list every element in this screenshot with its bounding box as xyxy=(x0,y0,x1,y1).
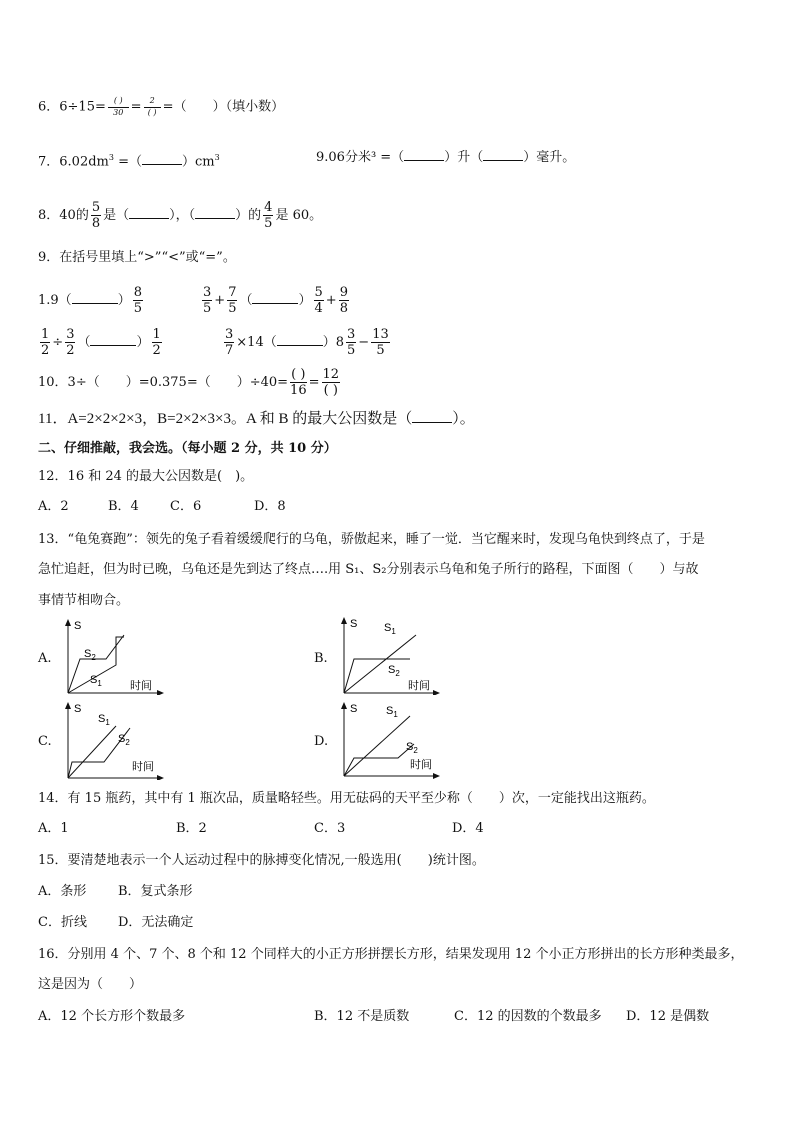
option-b[interactable]: B．12 不是质数 xyxy=(314,1009,410,1024)
tortoise-line-s1 xyxy=(344,635,416,693)
option-d[interactable]: D．4 xyxy=(452,821,484,836)
question-14-stem: 14．有 15 瓶药，其中有 1 瓶次品，质量略轻些。用无砝码的天平至少称（ ）次，一定能找出这瓶药。 xyxy=(38,791,655,806)
question-16-line-2: 这是因为（ ） xyxy=(38,977,143,992)
x-axis-arrow xyxy=(157,775,164,780)
graph-label-a: A. xyxy=(38,651,52,666)
answer-blank[interactable] xyxy=(72,303,118,304)
axis-y-label: S xyxy=(350,618,358,630)
y-axis-arrow xyxy=(65,702,71,709)
s1-label: $S_1$ xyxy=(386,705,398,719)
question-12-stem: 12．16 和 24 的最大公因数是( )。 xyxy=(38,469,254,484)
answer-blank[interactable] xyxy=(252,303,298,304)
s2-label: $S_2$ xyxy=(388,664,400,678)
option-a[interactable]: A．1 xyxy=(38,821,69,836)
option-a[interactable]: A．条形 xyxy=(38,884,87,899)
fraction: $\frac{3}{7}$ xyxy=(225,327,234,358)
x-axis-arrow xyxy=(157,690,164,695)
option-d[interactable]: D．12 是偶数 xyxy=(626,1009,710,1024)
question-7a: 7．$6.02dm^3$ =（ ）$cm^3$ xyxy=(38,153,220,170)
y-axis-arrow xyxy=(341,702,347,709)
compare-1: 1.9（ ） $\frac{8}{5}$ xyxy=(38,285,142,316)
fraction: $\frac{3}{5}$ xyxy=(203,285,212,316)
answer-blank[interactable] xyxy=(483,160,523,161)
s2-label: $S_2$ xyxy=(406,741,418,755)
answer-blank[interactable] xyxy=(142,164,182,165)
compare-2: $\frac{3}{5}$ + $\frac{7}{5}$ （ ） $\frac{5}{4}$ + $\frac{9}{8}$ xyxy=(203,285,348,316)
graph-c[interactable] xyxy=(60,700,170,780)
graph-label-c: C. xyxy=(38,734,52,749)
fraction: $\frac{4}{5}$ xyxy=(264,200,273,231)
fraction: $\frac{8}{5}$ xyxy=(133,285,142,316)
graph-d[interactable] xyxy=(336,700,446,780)
answer-blank[interactable] xyxy=(90,345,136,346)
option-b[interactable]: B．2 xyxy=(176,821,207,836)
question-16-line-1: 16．分别用 4 个、7 个、8 个和 12 个同样大的小正方形拼摆长方形，结果发现用 12 个小正方形拼出的长方形种类最多， xyxy=(38,947,744,962)
option-c[interactable]: C．6 xyxy=(170,499,202,514)
rabbit-line-s2 xyxy=(344,744,414,776)
tortoise-line-s1 xyxy=(68,726,116,778)
option-b[interactable]: B．复式条形 xyxy=(118,884,193,899)
question-15-stem: 15．要清楚地表示一个人运动过程中的脉搏变化情况,一般选用( )统计图。 xyxy=(38,853,485,868)
tortoise-line-s1 xyxy=(344,716,410,776)
x-axis-arrow xyxy=(433,690,440,695)
section-heading: 二、仔细推敲，我会选。（每小题 2 分，共 10 分） xyxy=(38,441,337,456)
fraction: $\frac{3}{5}$ xyxy=(347,327,356,358)
axis-x-label: 时间 xyxy=(130,680,152,692)
fraction: $\frac{1}{2}$ xyxy=(152,327,161,358)
question-8: 8．40的 $\frac{5}{8}$ 是（ ），（ ）的 $\frac{4}{5}$ 是 60。 xyxy=(38,200,323,231)
option-a[interactable]: A．12 个长方形个数最多 xyxy=(38,1009,186,1024)
axis-y-label: S xyxy=(74,703,82,715)
question-13-line-1: 13．“龟兔赛跑”：领先的兔子看着缓缓爬行的乌龟，骄傲起来，睡了一觉．当它醒来时，发现乌龟快到终点了，于是 xyxy=(38,532,705,547)
graph-a[interactable] xyxy=(60,617,170,695)
option-c[interactable]: C．3 xyxy=(314,821,346,836)
x-axis-arrow xyxy=(433,773,440,779)
fraction: $\frac{1}{2}$ xyxy=(41,327,50,358)
question-10: 10．3÷（ ）=0.375=（ ）÷40= $\frac{( )}{16}$ = $\frac{12}{( )}$ xyxy=(38,367,340,398)
question-9-title: 9．在括号里填上“>”“<”或“=”。 xyxy=(38,250,236,265)
axis-x-label: 时间 xyxy=(408,680,430,692)
s2-label: $S_2$ xyxy=(118,733,130,747)
question-11: 11．A=2×2×2×3，B=2×2×3×3。A 和 B 的最大公因数是（ ）。 xyxy=(38,411,475,427)
answer-blank[interactable] xyxy=(404,160,444,161)
option-c[interactable]: C．12 的因数的个数最多 xyxy=(454,1009,602,1024)
answer-blank[interactable] xyxy=(195,218,235,219)
option-c[interactable]: C．折线 xyxy=(38,915,87,930)
fraction: $\frac{13}{5}$ xyxy=(372,327,389,358)
fraction: $\frac{7}{5}$ xyxy=(228,285,237,316)
answer-blank[interactable] xyxy=(412,422,452,423)
fraction: $\frac{3}{2}$ xyxy=(66,327,75,358)
answer-blank[interactable] xyxy=(129,218,169,219)
s1-label: $S_1$ xyxy=(384,622,396,636)
answer-blank[interactable] xyxy=(277,345,323,346)
axis-x-label: 时间 xyxy=(410,759,432,771)
s2-label: $S_2$ xyxy=(84,648,96,662)
option-d[interactable]: D．8 xyxy=(254,499,286,514)
axis-y-label: S xyxy=(74,620,82,632)
fraction: $\frac{2}{( )}$ xyxy=(144,97,161,117)
fraction: $\frac{9}{8}$ xyxy=(339,285,348,316)
axis-y-label: S xyxy=(350,703,358,715)
question-13-line-3: 事情节相吻合。 xyxy=(38,593,130,608)
question-13-line-2: 急忙追赶，但为时已晚，乌龟还是先到达了终点….用 S₁、S₂分别表示乌龟和兔子所行的路程，下面图（ ）与故 xyxy=(38,562,699,577)
s1-label: $S_1$ xyxy=(98,713,110,727)
fraction: $\frac{5}{8}$ xyxy=(91,200,101,231)
compare-3: $\frac{1}{2}$ ÷ $\frac{3}{2}$ （ ） $\frac{1}{2}$ xyxy=(41,327,161,358)
axis-x-label: 时间 xyxy=(132,761,154,773)
fraction: $\frac{( )}{30}$ xyxy=(108,97,129,117)
y-axis-arrow xyxy=(341,617,347,624)
question-6: 6．6÷15= $\frac{( )}{30}$ = $\frac{2}{( )}$ =（ ）（填小数） xyxy=(38,96,285,117)
fraction: $\frac{5}{4}$ xyxy=(314,285,323,316)
compare-4: $\frac{3}{7}$ ×14（ ）8 $\frac{3}{5}$ − $\frac{13}{5}$ xyxy=(225,327,389,358)
s1-label: $S_1$ xyxy=(90,674,102,688)
option-b[interactable]: B．4 xyxy=(108,499,139,514)
rabbit-line-s2 xyxy=(344,659,410,693)
fraction: $\frac{12}{( )}$ xyxy=(322,367,340,398)
y-axis-arrow xyxy=(65,619,71,626)
option-d[interactable]: D．无法确定 xyxy=(118,915,194,930)
fraction: $\frac{( )}{16}$ xyxy=(290,367,307,398)
option-a[interactable]: A．2 xyxy=(38,499,69,514)
graph-label-d: D. xyxy=(314,734,329,749)
graph-b[interactable] xyxy=(336,615,446,695)
question-7b: 9.06分米³ =（ ）升（ ）毫升。 xyxy=(316,150,576,165)
graph-label-b: B. xyxy=(314,651,328,666)
